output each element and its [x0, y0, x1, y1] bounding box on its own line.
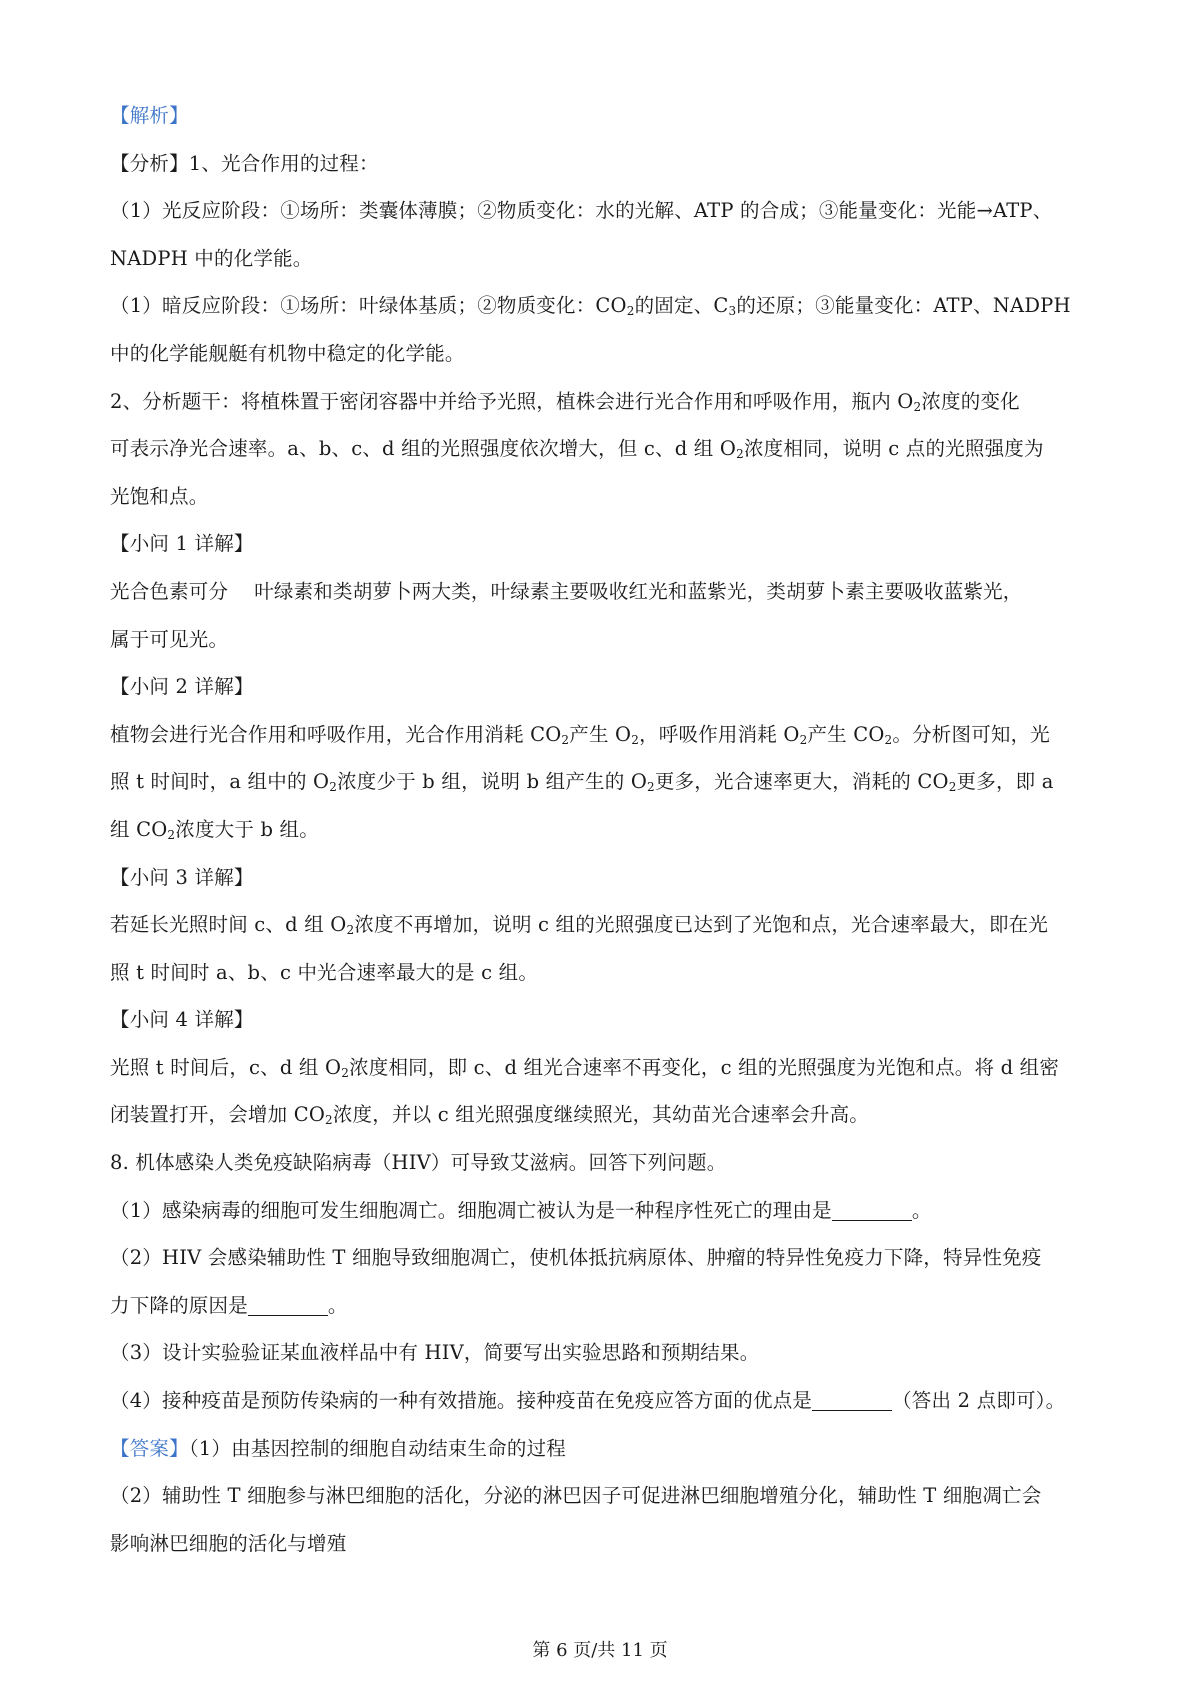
- text-line: 照 t 时间时，a 组中的 $O_2$浓度少于 b 组，说明 b 组产生的 $O_2$更多，光合速率更大，消耗的 $CO_2$更多，即 a: [110, 770, 1054, 795]
- text-line: 属于可见光。: [110, 627, 229, 651]
- text-line: （4）接种疫苗是预防传染病的一种有效措施。接种疫苗在免疫应答方面的优点是 （答出 2 点即可）。: [110, 1389, 1066, 1413]
- text-line: 影响淋巴细胞的活化与增殖: [110, 1531, 347, 1555]
- text-line: 照 t 时间时 a、b、c 中光合速率最大的是 c 组。: [110, 960, 539, 984]
- text-line: 光照 t 时间后，c、d 组 $O_2$浓度相同，即 c、d 组光合速率不再变化，c 组的光照强度为光饱和点。将 d 组密: [110, 1055, 1060, 1080]
- text-line: （1）感染病毒的细胞可发生细胞凋亡。细胞凋亡被认为是一种程序性死亡的理由是 。: [110, 1198, 932, 1222]
- subquestion-heading: 【小问 1 详解】: [110, 532, 254, 556]
- text-line: （1）光反应阶段：①场所：类囊体薄膜；②物质变化：水的光解、ATP 的合成；③能量变化：光能→ATP、: [110, 199, 1053, 223]
- text-line: （2）HIV 会感染辅助性 T 细胞导致细胞凋亡，使机体抵抗病原体、肿瘤的特异性免疫力下降，特异性免疫: [110, 1246, 1042, 1270]
- text-line: 【分析】1、光合作用的过程：: [110, 151, 379, 175]
- text-line: 2、分析题干：将植株置于密闭容器中并给予光照，植株会进行光合作用和呼吸作用，瓶内 $O_2$浓度的变化: [110, 389, 1020, 414]
- answer-blank: [832, 1198, 912, 1221]
- answer-line: 【答案】（1）由基因控制的细胞自动结束生命的过程: [110, 1436, 566, 1460]
- subquestion-heading: 【小问 2 详解】: [110, 675, 254, 699]
- text-line: 若延长光照时间 c、d 组 $O_2$浓度不再增加，说明 c 组的光照强度已达到了光饱和点，光合速率最大，即在光: [110, 913, 1049, 938]
- subquestion-heading: 【小问 3 详解】: [110, 865, 254, 889]
- text-line: 组 $CO_2$浓度大于 b 组。: [110, 817, 319, 842]
- page-content: [110, 92, 1110, 1567]
- subquestion-heading: 【小问 4 详解】: [110, 1008, 254, 1032]
- text-line: （1）暗反应阶段：①场所：叶绿体基质；②物质变化：$CO_2$的固定、$C_3$的还原；③能量变化：ATP、NADPH: [110, 294, 1071, 319]
- answer-blank: [248, 1293, 328, 1316]
- text-line: NADPH 中的化学能。: [110, 246, 313, 270]
- text-line: 光饱和点。: [110, 484, 209, 508]
- text-line: 力下降的原因是 。: [110, 1293, 348, 1317]
- text-line: （3）设计实验验证某血液样品中有 HIV，简要写出实验思路和预期结果。: [110, 1341, 760, 1365]
- text-line: 闭装置打开，会增加 $CO_2$浓度，并以 c 组光照强度继续照光，其幼苗光合速率会升高。: [110, 1103, 869, 1128]
- answer-label: 【答案】: [110, 1436, 189, 1460]
- page-footer: 第 6 页/共 11 页: [532, 1640, 668, 1661]
- text-line: 中的化学能舰艇有机物中稳定的化学能。: [110, 341, 465, 365]
- text-line: 可表示净光合速率。a、b、c、d 组的光照强度依次增大，但 c、d 组 $O_2$浓度相同，说明 c 点的光照强度为: [110, 437, 1044, 462]
- text-line: （2）辅助性 T 细胞参与淋巴细胞的活化，分泌的淋巴因子可促进淋巴细胞增殖分化，辅助性 T 细胞凋亡会: [110, 1484, 1042, 1508]
- question-8-stem: 8. 机体感染人类免疫缺陷病毒（HIV）可导致艾滋病。回答下列问题。: [110, 1151, 727, 1175]
- answer-blank: [812, 1388, 892, 1411]
- analysis-heading: 【解析】: [110, 104, 189, 127]
- text-line: 植物会进行光合作用和呼吸作用，光合作用消耗 $CO_2$产生 $O_2$，呼吸作用消耗 $O_2$产生 $CO_2$。分析图可知，光: [110, 722, 1050, 747]
- text-line: 光合色素可分 叶绿素和类胡萝卜两大类，叶绿素主要吸收红光和蓝紫光，类胡萝卜素主要吸收蓝紫光，: [110, 579, 1023, 603]
